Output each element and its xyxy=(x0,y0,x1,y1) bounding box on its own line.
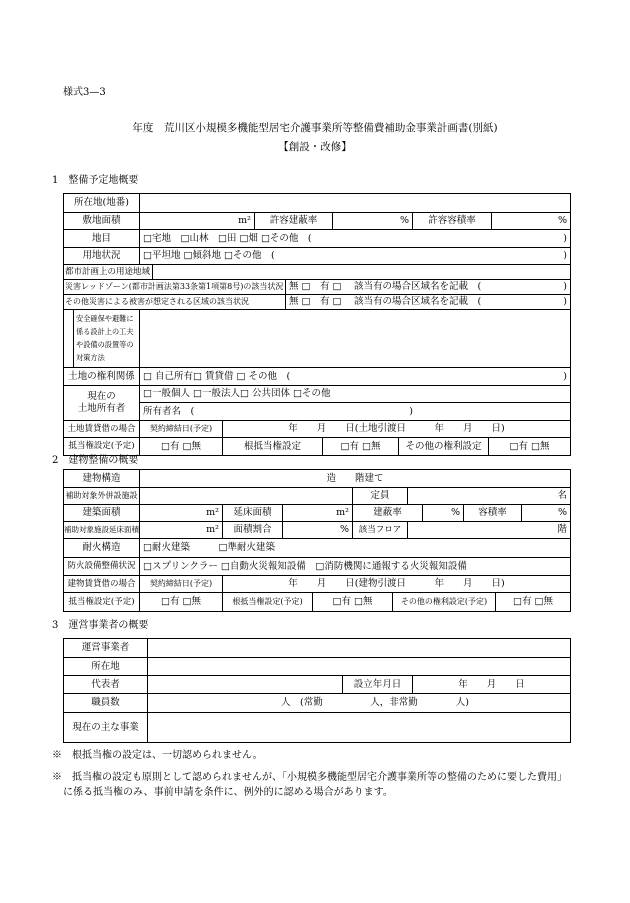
s1-mortgage-yn: □有 □無 xyxy=(140,438,223,456)
s2-far-label: 容積率 xyxy=(464,505,522,522)
s3-founded-date: 年 月 日 xyxy=(413,676,571,694)
s1-row-mortgage xyxy=(64,438,571,456)
s2-fireproof-options: □耐火建築 □準耐火建築 xyxy=(140,539,571,558)
s2-building-lease-date: 年 月 日(建物引渡日 年 月 日) xyxy=(223,576,571,593)
s1-row-location xyxy=(64,194,571,213)
s1-other-disaster-options: 無 □ 有 □ 該当有の場合区域名を記載 ( xyxy=(289,296,482,308)
s2-fire-equipment-label: 防火設備整備状況 xyxy=(64,558,140,576)
s3-main-business-label: 現在の主な事業 xyxy=(64,713,148,743)
s2-floor-label: 該当フロア xyxy=(353,522,408,539)
s1-safety-label: 安全確保や避難に係る設計上の工夫や設備の設置等の対策方法 xyxy=(74,310,140,368)
s1-row-site-condition xyxy=(64,248,571,265)
s2-floor-unit: 階 xyxy=(408,522,571,539)
s2-floor-area-label: 延床面積 xyxy=(223,505,283,522)
s1-owner-type-options: □一般個人 □一般法人□ 公共団体 □その他 xyxy=(140,386,571,403)
s1-land-category-options-cell xyxy=(140,230,571,248)
form-code: 様式3—3 xyxy=(63,87,106,98)
s1-root-mortgage-yn: □有 □無 xyxy=(323,438,399,456)
s3-row-representative xyxy=(64,676,571,694)
s3-staff-value: 人 (常勤 人，非常勤 人) xyxy=(281,697,469,709)
s2-row-building-lease xyxy=(64,576,571,593)
s1-other-rights-label: その他の権利設定 xyxy=(399,438,489,456)
s1-zoning-value-cell xyxy=(153,265,571,280)
s1-contract-date-label: 契約締結日(予定) xyxy=(140,421,223,438)
s1-land-category-label: 地目 xyxy=(64,230,140,248)
s1-site-condition-options-cell xyxy=(140,248,571,265)
s2-mortgage-label: 抵当権設定(予定) xyxy=(64,593,140,612)
s2-fire-equipment-options: □スプリンクラー □自動火災報知設備 □消防機関に通報する火災報知設備 xyxy=(140,558,571,576)
s1-red-zone-options-cell xyxy=(286,280,571,295)
s1-red-zone-paren-close: ) xyxy=(563,281,567,293)
s1-row-land-lease xyxy=(64,421,571,438)
s1-mortgage-label: 抵当権設定(予定) xyxy=(64,438,140,456)
s1-row-safety-measures xyxy=(64,310,571,368)
s2-capacity-unit: 名 xyxy=(408,488,571,505)
s1-site-area-unit: m² xyxy=(140,213,255,230)
s1-current-owner-label xyxy=(64,386,140,421)
s1-row-site-area xyxy=(64,213,571,230)
s1-site-condition-paren-close: ) xyxy=(563,250,567,262)
s1-land-rights-options: □ 自己所有□ 賃貸借 □ その他 ( xyxy=(143,370,291,382)
s3-staff-value-cell xyxy=(148,694,571,713)
s3-operator-label: 運営事業者 xyxy=(64,639,148,658)
s1-safety-value-cell xyxy=(140,310,571,368)
s1-land-category-options: □宅地 □山林 □田 □畑 □その他 ( xyxy=(143,232,312,244)
s1-site-area-label: 敷地面積 xyxy=(64,213,140,230)
s3-row-operator xyxy=(64,639,571,658)
s1-land-lease-label: 土地賃貸借の場合 xyxy=(64,421,140,438)
s1-owner-name-cell xyxy=(140,403,571,421)
table-building-overview xyxy=(63,469,571,612)
s1-row-zoning xyxy=(64,265,571,280)
doc-title: 年度 荒川区小規模多機能型居宅介護事業所等整備費補助金事業計画書(別紙) xyxy=(132,122,498,134)
s2-other-rights-label: その他の権利設定(予定) xyxy=(393,593,496,612)
section1-heading: 1 整備予定地概要 xyxy=(52,175,139,186)
s1-other-rights-yn: □有 □無 xyxy=(489,438,571,456)
s1-current-owner-label-line2: 土地所有者 xyxy=(77,403,126,414)
s2-row-fireproof xyxy=(64,539,571,558)
s1-row-current-owner xyxy=(64,386,571,421)
s1-other-disaster-options-cell xyxy=(286,295,571,310)
s1-site-condition-options: □平坦地 □傾斜地 □その他 ( xyxy=(143,250,275,262)
s3-row-staff xyxy=(64,694,571,713)
s1-root-mortgage-label: 根抵当権設定 xyxy=(223,438,323,456)
s1-owner-name-label: 所有者名 ( xyxy=(143,405,195,417)
s2-structure-label: 建物構造 xyxy=(64,470,140,488)
s3-row-main-business xyxy=(64,713,571,743)
s1-far-unit: % xyxy=(492,213,571,230)
s3-address-value-cell xyxy=(148,658,571,676)
s2-root-mortgage-yn: □有 □無 xyxy=(313,593,393,612)
s3-representative-label: 代表者 xyxy=(64,676,148,694)
note-1: ※ 根抵当権の設定は、一切認められません。 xyxy=(52,750,263,761)
s1-site-condition-label: 用地状況 xyxy=(64,248,140,265)
s3-main-business-value-cell xyxy=(148,713,571,743)
s3-representative-value-cell xyxy=(148,676,343,694)
note-2-line-2: に係る抵当権のみ、事前申請を条件に、例外的に認める場合があります。 xyxy=(63,787,393,798)
s2-row-fire-equipment xyxy=(64,558,571,576)
s1-land-rights-label: 土地の権利関係 xyxy=(64,368,140,386)
s1-red-zone-label: 災害レッドゾーン(都市計画法第33条第1項第8号)の該当状況 xyxy=(64,280,286,295)
s2-row-structure xyxy=(64,470,571,488)
s2-building-area-unit: m² xyxy=(140,505,223,522)
s1-row-land-rights xyxy=(64,368,571,386)
s2-far-unit: % xyxy=(522,505,571,522)
s2-coverage-label: 建蔽率 xyxy=(353,505,423,522)
s1-current-owner-stack xyxy=(140,386,571,421)
s2-subsidized-area-unit: m² xyxy=(140,522,223,539)
s1-coverage-unit: % xyxy=(333,213,413,230)
s2-mortgage-yn: □有 □無 xyxy=(140,593,223,612)
s3-address-label: 所在地 xyxy=(64,658,148,676)
s2-structure-value: 造 階建て xyxy=(140,470,571,488)
s1-far-label: 許容容積率 xyxy=(413,213,492,230)
s2-area-ratio-label: 面積割合 xyxy=(223,522,283,539)
s1-other-disaster-label: その他災害による被害が想定される区域の該当状況 xyxy=(64,295,286,310)
s1-row-other-disaster xyxy=(64,295,571,310)
note-2-line-1: ※ 抵当権の設定も原則として認められませんが、「小規模多機能型居宅介護事業所等の整備のために要した費用」 xyxy=(52,772,567,783)
s1-row-red-zone xyxy=(64,280,571,295)
s2-row-building-area xyxy=(64,505,571,522)
s2-row-mortgage xyxy=(64,593,571,612)
doc-subtitle: 【創設・改修】 xyxy=(278,141,352,153)
s2-fireproof-label: 耐火構造 xyxy=(64,539,140,558)
s2-building-area-label: 建築面積 xyxy=(64,505,140,522)
s1-row-land-category xyxy=(64,230,571,248)
s2-other-rights-yn: □有 □無 xyxy=(496,593,571,612)
s1-coverage-label: 許容建蔽率 xyxy=(255,213,333,230)
s2-contract-date-label: 契約締結日(予定) xyxy=(140,576,223,593)
s1-zoning-label: 都市計画上の用途地域 xyxy=(64,265,153,280)
section3-heading: 3 運営事業者の概要 xyxy=(52,620,149,631)
table-operator-overview xyxy=(63,638,571,743)
s3-row-address xyxy=(64,658,571,676)
s3-staff-label: 職員数 xyxy=(64,694,148,713)
section2-heading: 2 建物整備の概要 xyxy=(52,455,139,466)
s1-land-lease-date: 年 月 日(土地引渡日 年 月 日) xyxy=(223,421,571,438)
s1-owner-name-paren-close: ) xyxy=(409,405,413,417)
s3-operator-value-cell xyxy=(148,639,571,658)
s1-red-zone-options: 無 □ 有 □ 該当有の場合区域名を記載 ( xyxy=(289,281,482,293)
s2-root-mortgage-label: 根抵当権設定(予定) xyxy=(223,593,313,612)
s2-annex-label: 補助対象外併設施設 xyxy=(64,488,140,505)
s2-subsidized-area-label: 補助対象施設延床面積 xyxy=(64,522,140,539)
s2-floor-area-unit: m² xyxy=(283,505,353,522)
s1-location-value-cell xyxy=(140,194,571,213)
s1-land-rights-paren-close: ) xyxy=(563,370,567,382)
s2-coverage-unit: % xyxy=(423,505,464,522)
s1-current-owner-label-line1: 現在の xyxy=(87,391,116,403)
table-site-overview xyxy=(63,193,571,456)
s2-row-annex xyxy=(64,488,571,505)
s1-safety-indent-cell xyxy=(64,310,74,368)
s1-land-category-paren-close: ) xyxy=(563,232,567,244)
s1-land-rights-options-cell xyxy=(140,368,571,386)
s1-other-disaster-paren-close: ) xyxy=(563,296,567,308)
s2-building-lease-label: 建物賃貸借の場合 xyxy=(64,576,140,593)
s2-row-subsidized-area xyxy=(64,522,571,539)
s2-capacity-label: 定員 xyxy=(353,488,408,505)
s2-annex-value-cell xyxy=(140,488,353,505)
s2-area-ratio-unit: % xyxy=(283,522,353,539)
s1-location-label: 所在地(地番) xyxy=(64,194,140,213)
s3-founded-label: 設立年月日 xyxy=(343,676,413,694)
